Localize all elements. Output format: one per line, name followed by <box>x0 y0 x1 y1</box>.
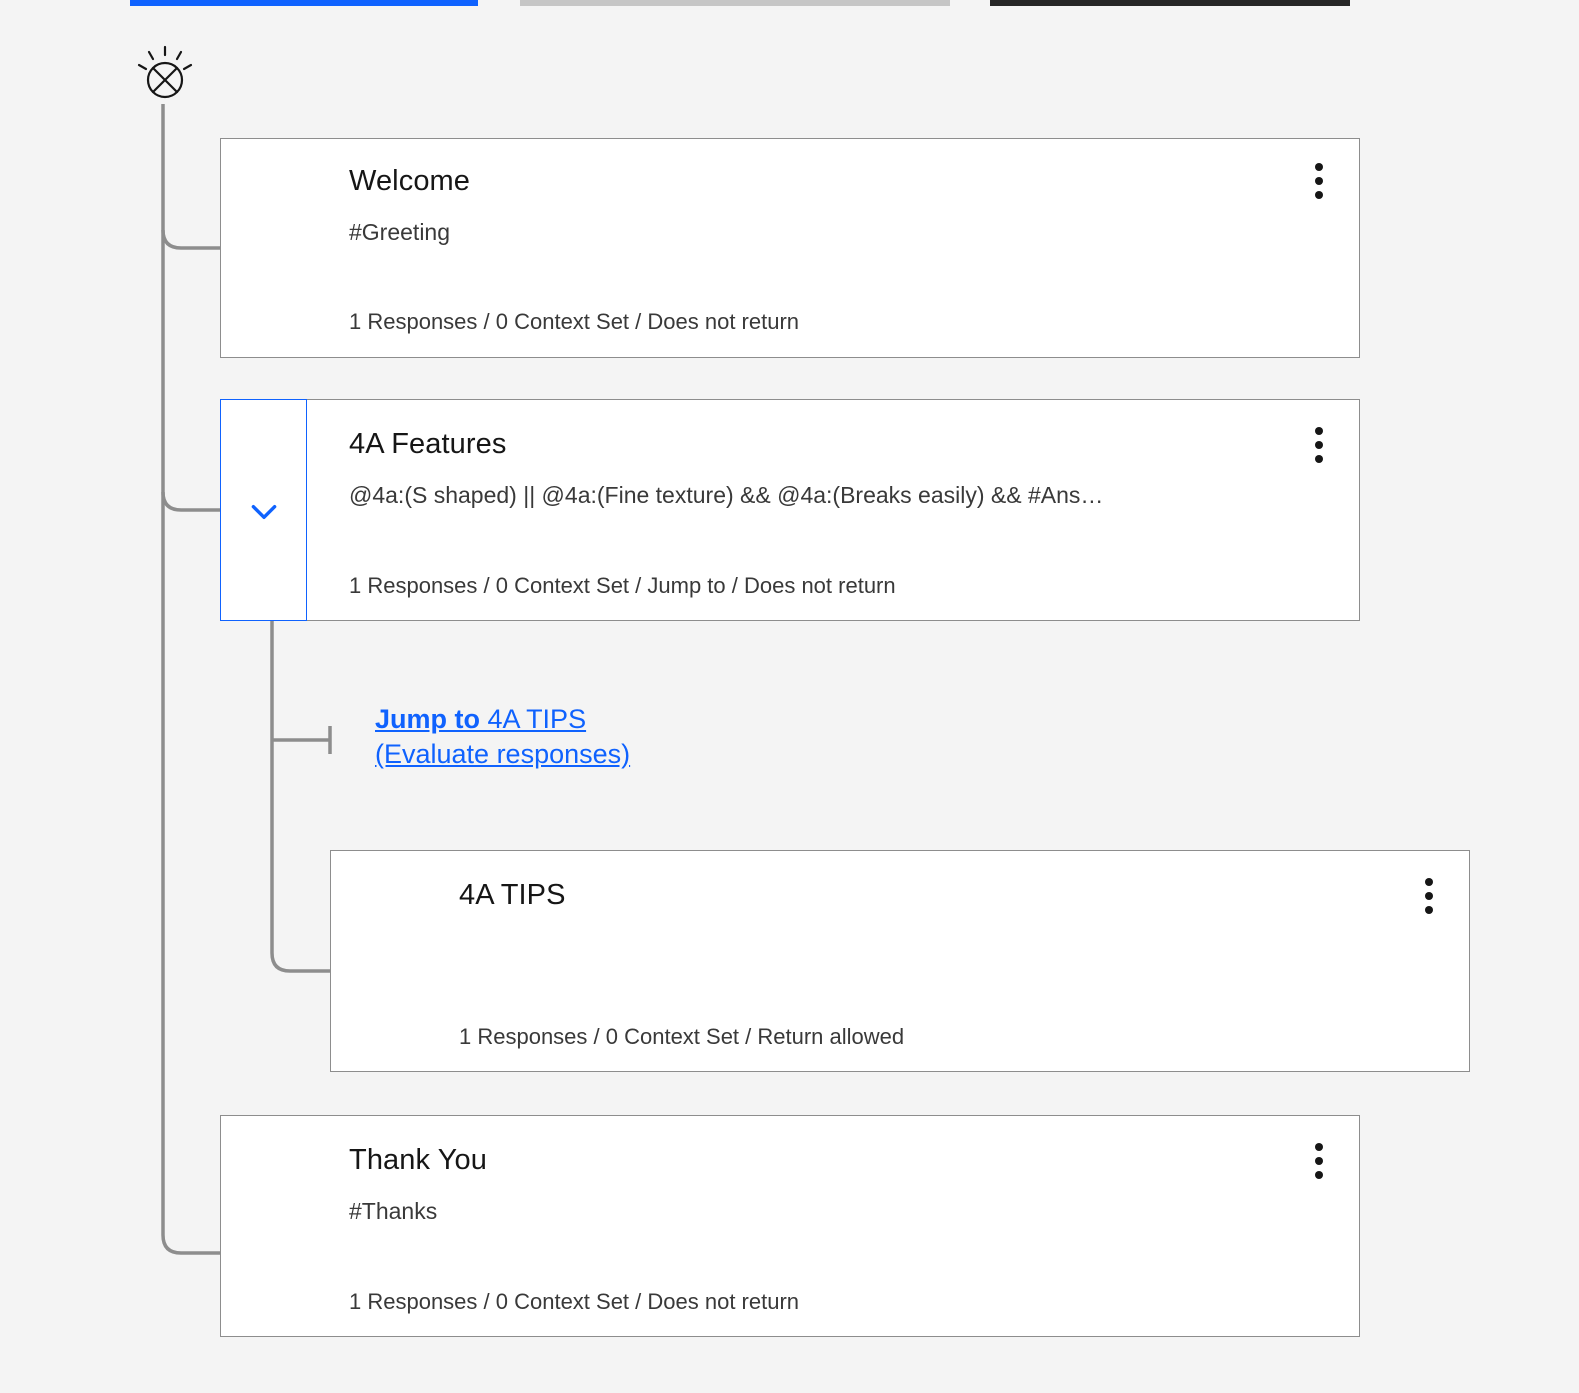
node-body <box>331 851 1469 1071</box>
overflow-menu-icon[interactable] <box>1304 425 1334 467</box>
jump-to-label: Jump to <box>375 704 480 734</box>
node-body <box>221 400 1359 620</box>
node-title: Welcome <box>349 165 471 197</box>
dialog-node-welcome[interactable] <box>220 138 1360 358</box>
jump-to-link[interactable] <box>375 702 895 772</box>
node-body <box>221 139 1359 357</box>
chevron-down-icon <box>247 495 281 529</box>
node-body <box>221 1116 1359 1336</box>
node-title: 4A TIPS <box>459 879 566 911</box>
node-metadata: 1 Responses / 0 Context Set / Does not return <box>349 309 800 334</box>
overflow-menu-icon[interactable] <box>1414 876 1444 918</box>
dialog-node-4a-tips[interactable] <box>330 850 1470 1072</box>
watson-assistant-icon <box>134 42 196 104</box>
jump-to-detail: (Evaluate responses) <box>375 739 631 769</box>
overflow-menu-icon[interactable] <box>1304 161 1334 203</box>
node-title: Thank You <box>349 1144 487 1176</box>
overflow-menu-icon[interactable] <box>1304 1141 1334 1183</box>
node-expand-toggle[interactable] <box>220 399 307 621</box>
dialog-node-4a-features[interactable] <box>220 399 1360 621</box>
node-condition: #Greeting <box>349 219 451 245</box>
node-metadata: 1 Responses / 0 Context Set / Does not return <box>349 1289 800 1314</box>
jump-to-anchor[interactable] <box>375 704 630 769</box>
node-title: 4A Features <box>349 428 507 460</box>
jump-to-target: 4A TIPS <box>487 704 587 734</box>
node-condition: #Thanks <box>349 1198 438 1224</box>
dialog-node-thank-you[interactable] <box>220 1115 1360 1337</box>
node-condition: @4a:(S shaped) || @4a:(Fine texture) && @4a:(Breaks easily) && #Ans… <box>349 482 1104 508</box>
node-metadata: 1 Responses / 0 Context Set / Return allowed <box>459 1024 905 1049</box>
node-metadata: 1 Responses / 0 Context Set / Jump to / Does not return <box>349 573 896 598</box>
